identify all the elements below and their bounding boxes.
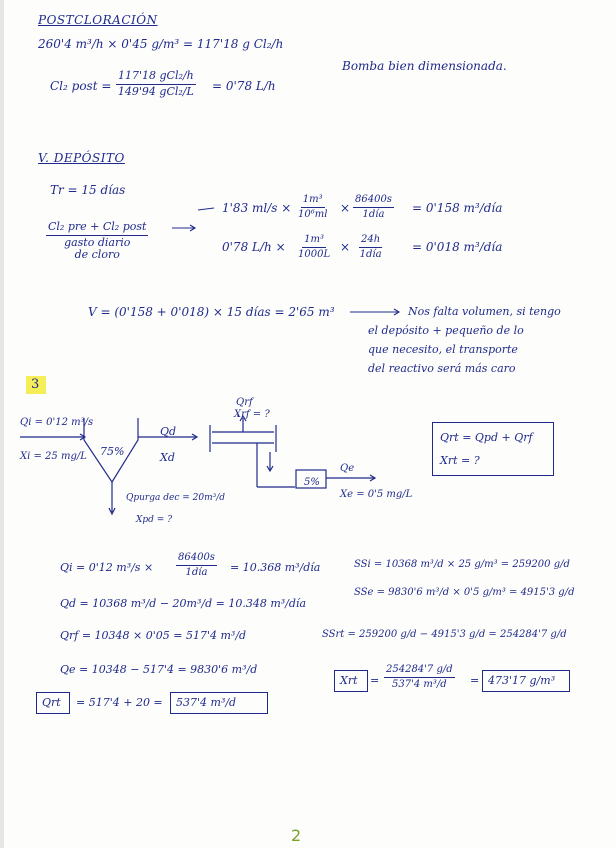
xrt-equals-2: = [470,674,480,687]
xrt-unknown: Xrt = ? [440,454,480,467]
qrt-label: Qrt [42,696,61,709]
volume-equation: V = (0'158 + 0'018) × 15 días = 2'65 m³ [88,305,335,319]
page-number: 2 [291,826,302,845]
xi-label: Xi = 25 mg/L [20,451,87,462]
cl2post-label: Cl₂ post = [50,79,112,93]
qrt-definition: Qrt = Qpd + Qrf [440,431,533,444]
row2-frac1-num: 1m³ [302,234,326,248]
qrt-sum: = 517'4 + 20 = [76,696,163,709]
row1-frac2-den: 1día [362,208,385,220]
problem-number: 3 [31,377,40,392]
row2-result: = 0'018 m³/día [412,240,503,254]
tr-value: Tr = 15 días [50,183,126,197]
xpd-label: Xpd = ? [136,515,173,525]
deposito-note-line1: Nos falta volumen, si tengo [408,305,561,318]
qrf-calc: Qrf = 10348 × 0'05 = 517'4 m³/d [60,629,247,642]
qi-calc-den: 1día [185,566,208,578]
qi-calc-num: 86400s [176,552,217,566]
gasto-diario-label: gasto diario [64,235,131,249]
qd-calc: Qd = 10368 m³/d − 20m³/d = 10.348 m³/día [60,597,307,610]
row2-times: × [340,240,351,254]
row1-times: × [340,201,351,215]
cl2post-numerator: 117'18 gCl₂/h [116,70,196,85]
qpurga-label: Qpurga dec = 20m³/d [126,493,226,503]
qrf-label: Qrf [236,397,253,408]
xrt-fraction [384,664,455,690]
settler-percent: 75% [100,445,125,458]
xrt-result: 473'17 g/m³ [488,674,556,687]
row2-frac2-num: 24h [359,234,382,248]
qi-label: Qi = 0'12 m³/s [20,417,94,428]
row2-frac1-den: 1000L [298,248,331,260]
xrt-equals: = [370,674,380,687]
cl2post-denominator: 149'94 gCl₂/L [117,84,194,98]
xd-label: Xd [160,451,175,464]
row1-result: = 0'158 m³/día [412,201,503,215]
cl2-sum: Cl₂ pre + Cl₂ post [46,221,148,236]
deposito-heading: V. DEPÓSITO [38,151,125,165]
qrt-result: 537'4 m³/d [176,696,237,709]
ssrt-calc: SSrt = 259200 g/d − 4915'3 g/d = 254284'7 g/d [322,629,567,640]
deposito-note-line4: del reactivo será más caro [368,362,516,375]
row2-start: 0'78 L/h × [222,240,286,254]
xrt-num: 254284'7 g/d [384,664,455,678]
postcloracion-heading: POSTCLORACIÓN [38,13,158,27]
qe-calc: Qe = 10348 − 517'4 = 9830'6 m³/d [60,663,258,676]
xrt-label: Xrt [340,674,358,687]
qi-calc-result: = 10.368 m³/día [230,561,321,574]
row1-frac2-num: 86400s [353,194,394,208]
sse-calc: SSe = 9830'6 m³/d × 0'5 g/m³ = 4915'3 g/d [354,587,575,598]
purge-percent: 5% [304,477,320,488]
row1-frac1-den: 10⁶ml [298,208,328,220]
ssi-calc: SSi = 10368 m³/d × 25 g/m³ = 259200 g/d [354,559,570,570]
de-cloro-label: de cloro [74,248,120,262]
bomba-note: Bomba bien dimensionada. [342,59,507,73]
qe-label: Qe [340,463,355,474]
qd-label: Qd [160,425,177,438]
qi-calc-start: Qi = 0'12 m³/s × [60,561,154,574]
xrt-den: 537'4 m³/d [392,678,447,690]
deposito-note-line2: el depósito + pequeño de lo [368,324,524,337]
postcloracion-line1: 260'4 m³/h × 0'45 g/m³ = 117'18 g Cl₂/h [38,37,284,51]
cl2post-result: = 0'78 L/h [212,79,276,93]
row1-start: 1'83 ml/s × [222,201,292,215]
xe-label: Xe = 0'5 mg/L [340,489,413,500]
row2-frac2-den: 1día [359,248,382,260]
row1-frac1-num: 1m³ [301,194,325,208]
qi-calc-fraction [176,552,217,578]
xrf-label: Xrf = ? [234,409,270,420]
deposito-note-line3: que necesito, el transporte [368,343,518,356]
